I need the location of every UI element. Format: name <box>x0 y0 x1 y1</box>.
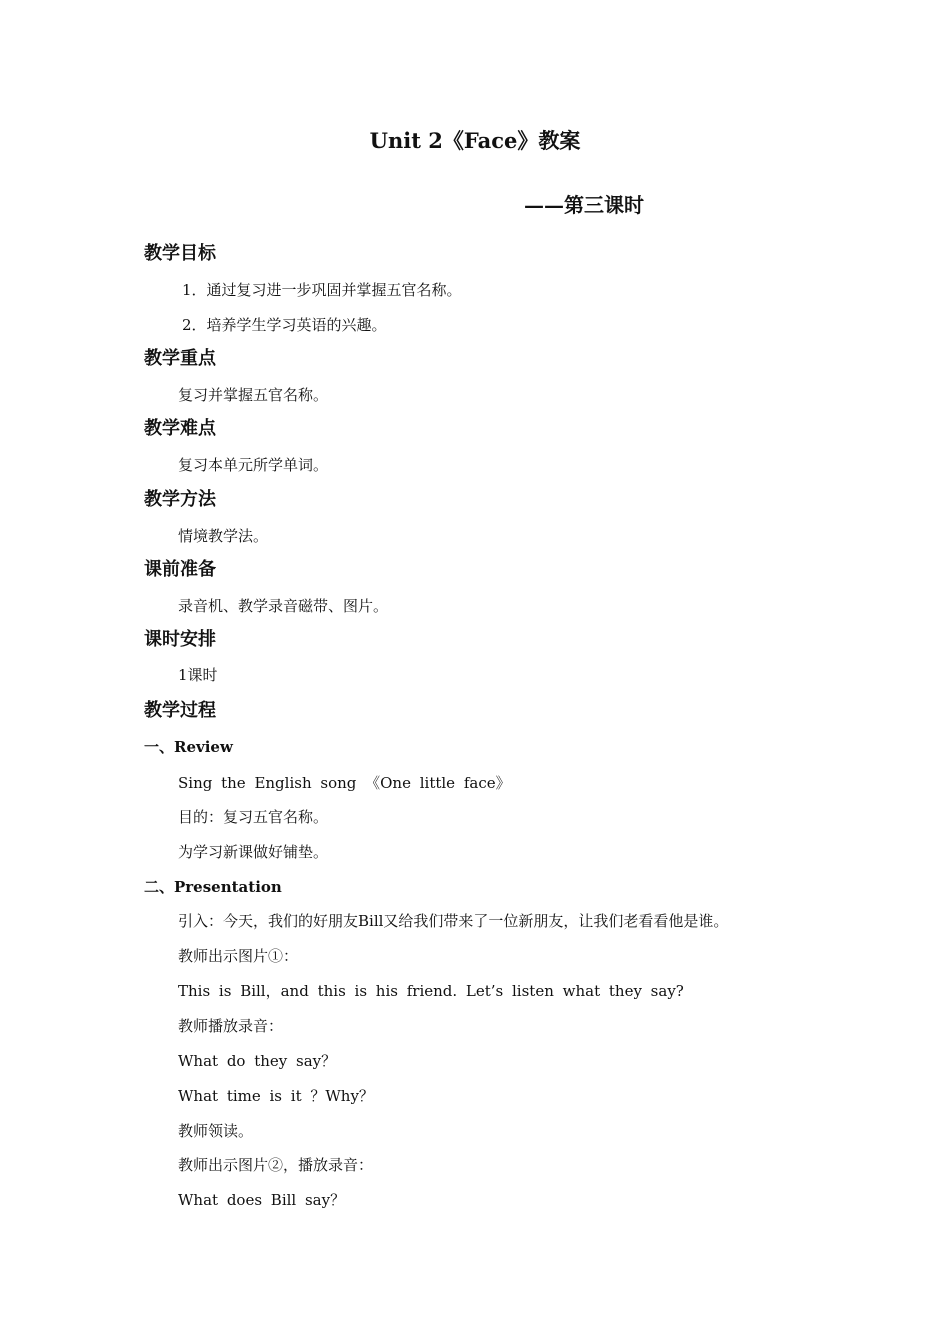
difficulties-text: 复习本单元所学单词。 <box>178 456 329 474</box>
process-heading: 教学过程 <box>144 700 216 721</box>
presentation-line: This is Bill，and this is his friend. Let’s listen what they say? <box>178 982 684 1000</box>
presentation-line: 教师出示图片①： <box>178 947 299 965</box>
review-line: Sing the English song 《One little face》 <box>178 774 511 792</box>
presentation-line: 教师出示图片②，播放录音： <box>178 1156 374 1174</box>
methods-heading: 教学方法 <box>144 489 216 510</box>
objective-item: 2．培养学生学习英语的兴趣。 <box>182 316 387 334</box>
key-points-text: 复习并掌握五官名称。 <box>178 386 329 404</box>
schedule-text: 1课时 <box>178 666 218 684</box>
preparation-heading: 课前准备 <box>144 559 216 580</box>
objective-item: 1．通过复习进一步巩固并掌握五官名称。 <box>182 281 462 299</box>
presentation-line: What time is it ？Why？ <box>178 1087 374 1105</box>
key-points-heading: 教学重点 <box>144 348 216 369</box>
review-line: 目的：复习五官名称。 <box>178 808 329 826</box>
review-line: 为学习新课做好铺垫。 <box>178 843 329 861</box>
review-heading: 一、Review <box>144 738 233 756</box>
methods-text: 情境教学法。 <box>178 527 269 545</box>
preparation-text: 录音机、教学录音磁带、图片。 <box>178 597 389 615</box>
objectives-heading: 教学目标 <box>144 243 216 264</box>
schedule-heading: 课时安排 <box>144 629 216 650</box>
presentation-line: 教师播放录音： <box>178 1017 284 1035</box>
document-subtitle: ——第三课时 <box>524 193 644 217</box>
presentation-line: What does Bill say？ <box>178 1191 346 1209</box>
presentation-line: 引入：今天，我们的好朋友Bill又给我们带来了一位新朋友，让我们老看看他是谁。 <box>178 912 729 930</box>
document-title: Unit 2《Face》教案 <box>369 128 581 153</box>
presentation-line: 教师领读。 <box>178 1122 254 1140</box>
presentation-line: What do they say？ <box>178 1052 337 1070</box>
presentation-heading: 二、Presentation <box>144 878 282 896</box>
difficulties-heading: 教学难点 <box>144 418 216 439</box>
